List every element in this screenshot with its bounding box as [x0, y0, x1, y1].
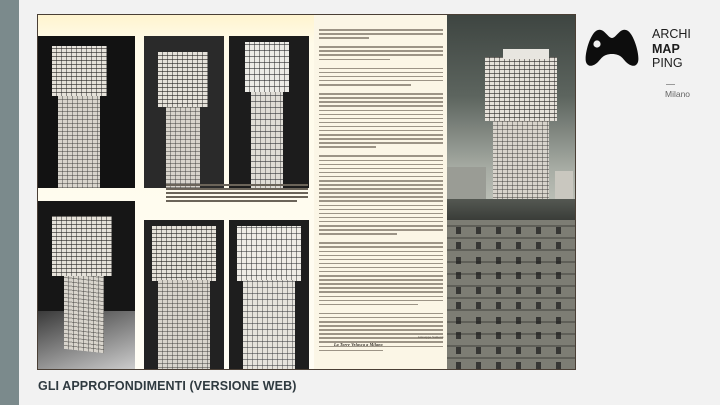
text-line [319, 196, 443, 198]
text-line [319, 80, 443, 82]
text-line [319, 68, 443, 70]
text-line [319, 155, 443, 157]
text-line [319, 184, 443, 186]
text-line [319, 168, 443, 170]
text-line [319, 118, 443, 120]
text-line [319, 97, 443, 99]
text-line [319, 33, 443, 35]
text-line [319, 217, 443, 219]
text-line [319, 160, 443, 162]
old-milan-building-photo [447, 220, 576, 369]
text-line [319, 101, 443, 103]
text-line [319, 50, 443, 52]
text-line [319, 114, 443, 116]
elevation-drawing-facade [144, 220, 224, 370]
text-line [319, 251, 443, 253]
text-line [319, 255, 443, 257]
text-line [319, 300, 443, 302]
text-line [319, 59, 390, 61]
model-photo-aerial [38, 201, 135, 370]
text-line [319, 37, 369, 39]
article-footer-caption: La Torre Velasca a Milano [334, 342, 383, 347]
text-line [319, 54, 443, 56]
text-line [319, 275, 443, 277]
text-line [319, 164, 443, 166]
text-line [319, 200, 443, 202]
text-line [319, 176, 443, 178]
text-line [319, 259, 443, 261]
text-line [319, 188, 443, 190]
logo-line-archi: ARCHI [652, 27, 691, 41]
text-line [319, 246, 443, 248]
text-line [319, 105, 443, 107]
text-line [319, 209, 443, 211]
model-photo-tower-2 [144, 36, 224, 188]
text-line [319, 263, 443, 265]
logo-divider [666, 84, 675, 85]
text-line [319, 221, 443, 223]
article-signature: Giuseppe Samonà [418, 335, 444, 339]
text-line [319, 321, 443, 323]
text-line [319, 325, 443, 327]
text-line [319, 233, 397, 235]
text-line [319, 72, 443, 74]
text-line [319, 126, 443, 128]
text-line [319, 229, 443, 231]
logo-city: Milano [665, 89, 691, 99]
text-line [319, 122, 443, 124]
text-line [319, 317, 443, 319]
model-photo-tower-1 [38, 36, 135, 188]
text-line [319, 29, 443, 31]
side-strip [0, 0, 19, 405]
photo-caption [166, 184, 308, 204]
text-line [319, 180, 443, 182]
text-line [319, 142, 443, 144]
torre-velasca-photo [447, 15, 576, 369]
left-page [38, 15, 314, 369]
text-line [319, 146, 376, 148]
text-line [319, 46, 443, 48]
text-line [319, 130, 443, 132]
text-line [319, 242, 443, 244]
text-line [319, 93, 443, 95]
text-line [319, 296, 443, 298]
text-line [319, 110, 443, 112]
article-text-column [319, 29, 443, 359]
page-title: GLI APPROFONDIMENTI (VERSIONE WEB) [38, 379, 297, 393]
logo-wordmark [652, 27, 691, 71]
text-line [319, 271, 443, 273]
text-line [319, 279, 443, 281]
text-line [319, 138, 443, 140]
text-line [319, 350, 383, 352]
logo-line-ping: PING [652, 56, 683, 70]
section-drawing-tower [229, 220, 309, 370]
text-line [319, 192, 443, 194]
text-line [319, 172, 443, 174]
text-line [319, 291, 443, 293]
text-line [319, 304, 418, 306]
text-line [319, 134, 443, 136]
text-line [319, 84, 411, 86]
archimapping-m-logo-icon [584, 28, 640, 68]
text-line [319, 225, 443, 227]
text-line [319, 205, 443, 207]
elevation-drawing-tower [229, 36, 309, 188]
text-line [319, 267, 443, 269]
text-line [319, 313, 443, 315]
text-line [319, 213, 443, 215]
magazine-scan [37, 14, 576, 370]
text-line [319, 76, 443, 78]
text-line [319, 287, 443, 289]
text-line [319, 283, 443, 285]
text-line [319, 329, 443, 331]
logo-line-map: MAP [652, 41, 680, 56]
